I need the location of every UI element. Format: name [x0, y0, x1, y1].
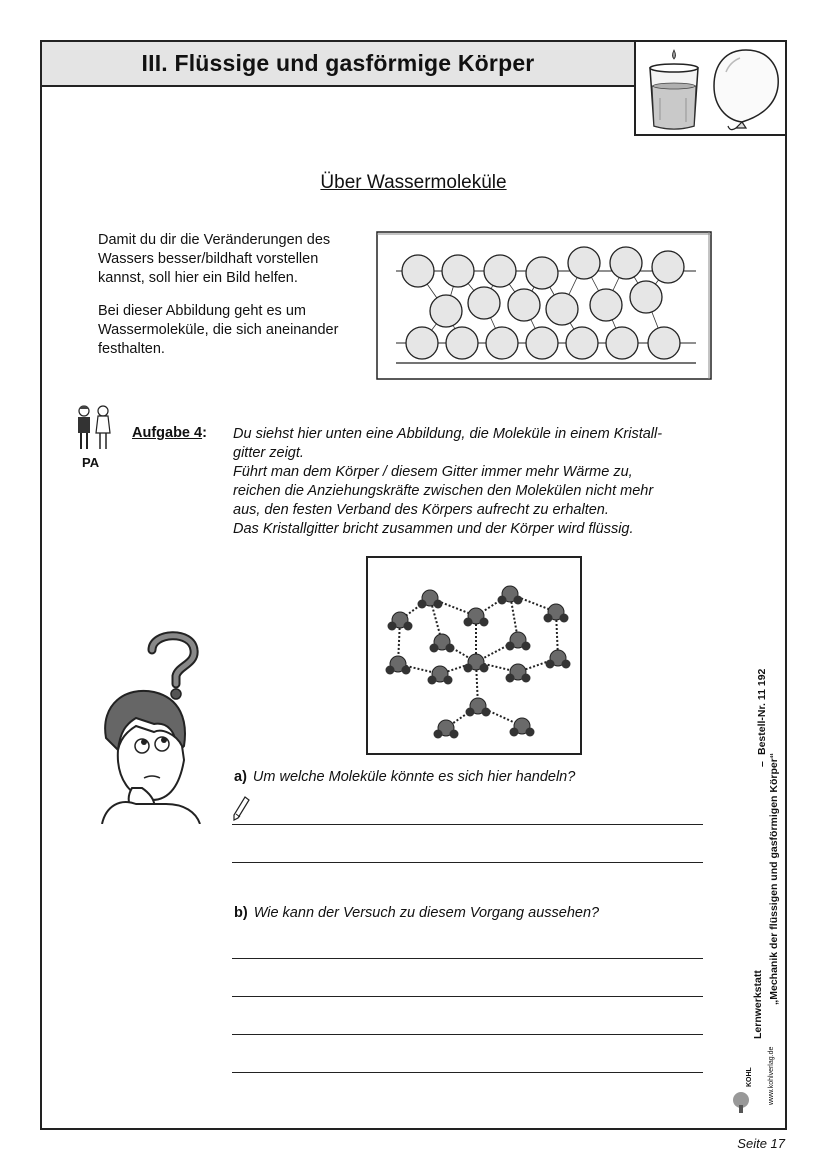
section-header: [40, 40, 636, 87]
task-label-colon: :: [202, 425, 207, 441]
answer-line-a2[interactable]: [232, 862, 703, 863]
hydrogen-atom: [544, 614, 553, 623]
water-molecule: [566, 327, 598, 359]
hydrogen-atom: [418, 600, 427, 609]
hydrogen-atom: [526, 728, 535, 737]
water-molecule: [468, 287, 500, 319]
thinking-boy-illustration: [96, 628, 206, 824]
hydrogen-atom: [506, 674, 515, 683]
water-molecule: [606, 327, 638, 359]
water-molecule: [430, 295, 462, 327]
hydrogen-atom: [480, 664, 489, 673]
task-description: [233, 425, 753, 539]
hydrogen-atom: [522, 642, 531, 651]
hydrogen-atom: [498, 596, 507, 605]
water-molecule: [526, 327, 558, 359]
water-molecule: [402, 255, 434, 287]
water-molecule: [486, 327, 518, 359]
water-molecule: [546, 293, 578, 325]
sidebar: [744, 655, 788, 1115]
hydrogen-atom: [428, 676, 437, 685]
hydrogen-atom: [514, 596, 523, 605]
publisher-name: KOHL: [746, 1067, 753, 1087]
tree-logo: [730, 1091, 752, 1113]
crystal-lattice-image: [366, 556, 582, 755]
partner-work-icon: [72, 403, 116, 471]
hydrogen-atom: [444, 676, 453, 685]
answer-line-b1[interactable]: [232, 958, 703, 959]
water-molecule: [610, 247, 642, 279]
question-b: [234, 905, 599, 921]
answer-line-b2[interactable]: [232, 996, 703, 997]
hydrogen-atom: [464, 664, 473, 673]
book-title: „Mechanik der flüssigen und gasförmigen Körper“: [768, 752, 780, 1005]
water-molecule: [652, 251, 684, 283]
hydrogen-atom: [522, 674, 531, 683]
hydrogen-atom: [434, 730, 443, 739]
task-line: Führt man dem Körper / diesem Gitter immer mehr Wärme zu,: [233, 464, 633, 480]
hydrogen-atom: [446, 644, 455, 653]
task-label: [132, 425, 207, 441]
hydrogen-atom: [386, 666, 395, 675]
hydrogen-atom: [402, 666, 411, 675]
subtitle: Über Wassermoleküle: [320, 172, 507, 193]
hydrogen-atom: [466, 708, 475, 717]
hydrogen-atom: [430, 644, 439, 653]
answer-line-b3[interactable]: [232, 1034, 703, 1035]
sidebar-dash: –: [756, 761, 768, 767]
balloon-icon: [706, 42, 786, 134]
water-molecule: [630, 281, 662, 313]
hydrogen-atom: [560, 614, 569, 623]
water-molecule: [508, 289, 540, 321]
task-line: Du siehst hier unten eine Abbildung, die Moleküle in einem Kristall-: [233, 426, 663, 442]
water-molecule: [442, 255, 474, 287]
water-molecule: [648, 327, 680, 359]
hydrogen-atom: [480, 618, 489, 627]
task-label-text: Aufgabe 4: [132, 425, 203, 441]
hydrogen-atom: [510, 728, 519, 737]
hydrogen-atom: [482, 708, 491, 717]
water-molecule: [446, 327, 478, 359]
order-number: Bestell-Nr. 11 192: [756, 668, 768, 755]
water-molecule: [526, 257, 558, 289]
intro-paragraph-2: Bei dieser Abbildung geht es um Wassermoleküle, die sich aneinander festhalten.: [98, 303, 339, 357]
hydrogen-atom: [434, 600, 443, 609]
pencil-glyph: [232, 796, 250, 824]
water-molecule: [568, 247, 600, 279]
hydrogen-atom: [506, 642, 515, 651]
intro-text: [98, 231, 368, 373]
question-b-text: Wie kann der Versuch zu diesem Vorgang aussehen?: [253, 905, 600, 921]
answer-line-a1[interactable]: [232, 824, 703, 825]
water-molecule: [484, 255, 516, 287]
intro-paragraph-1: Damit du dir die Veränderungen des Wassers besser/bildhaft vorstellen kannst, soll hier ein Bild helfen.: [98, 232, 331, 286]
hydrogen-atom: [404, 622, 413, 631]
partner-work-label: PA: [82, 455, 100, 470]
water-molecule: [406, 327, 438, 359]
task-line: reichen die Anziehungskräfte zwischen den Molekülen nicht mehr: [233, 483, 654, 499]
two-children-icon: [72, 403, 116, 453]
molecule-illustration: [376, 231, 712, 380]
task-line: Das Kristallgitter bricht zusammen und der Körper wird flüssig.: [233, 521, 634, 537]
thinking-boy-icon: [96, 628, 206, 824]
water-molecules-diagram: [376, 231, 712, 380]
question-a: [234, 769, 575, 785]
hydrogen-atom: [546, 660, 555, 669]
series-name: Lernwerkstatt: [752, 970, 764, 1039]
publisher-website: www.kohlverlag.de: [768, 1046, 775, 1105]
pencil-icon: [232, 796, 250, 824]
question-b-letter: b): [234, 905, 248, 921]
question-a-text: Um welche Moleküle könnte es sich hier handeln?: [252, 769, 576, 785]
task-line: gitter zeigt.: [233, 445, 304, 461]
question-a-letter: a): [234, 769, 247, 785]
page-number: Seite 17: [737, 1136, 785, 1151]
publisher-logo-icon: [730, 1091, 752, 1113]
hydrogen-atom: [464, 618, 473, 627]
answer-line-b4[interactable]: [232, 1072, 703, 1073]
task-line: aus, den festen Verband des Körpers aufrecht zu erhalten.: [233, 502, 609, 518]
hydrogen-atom: [450, 730, 459, 739]
crystal-lattice-diagram: [366, 556, 582, 755]
page-title: III. Flüssige und gasförmige Körper: [141, 50, 535, 76]
hydrogen-atom: [562, 660, 571, 669]
hydrogen-atom: [388, 622, 397, 631]
water-molecule: [590, 289, 622, 321]
header-illustration: [634, 40, 787, 136]
